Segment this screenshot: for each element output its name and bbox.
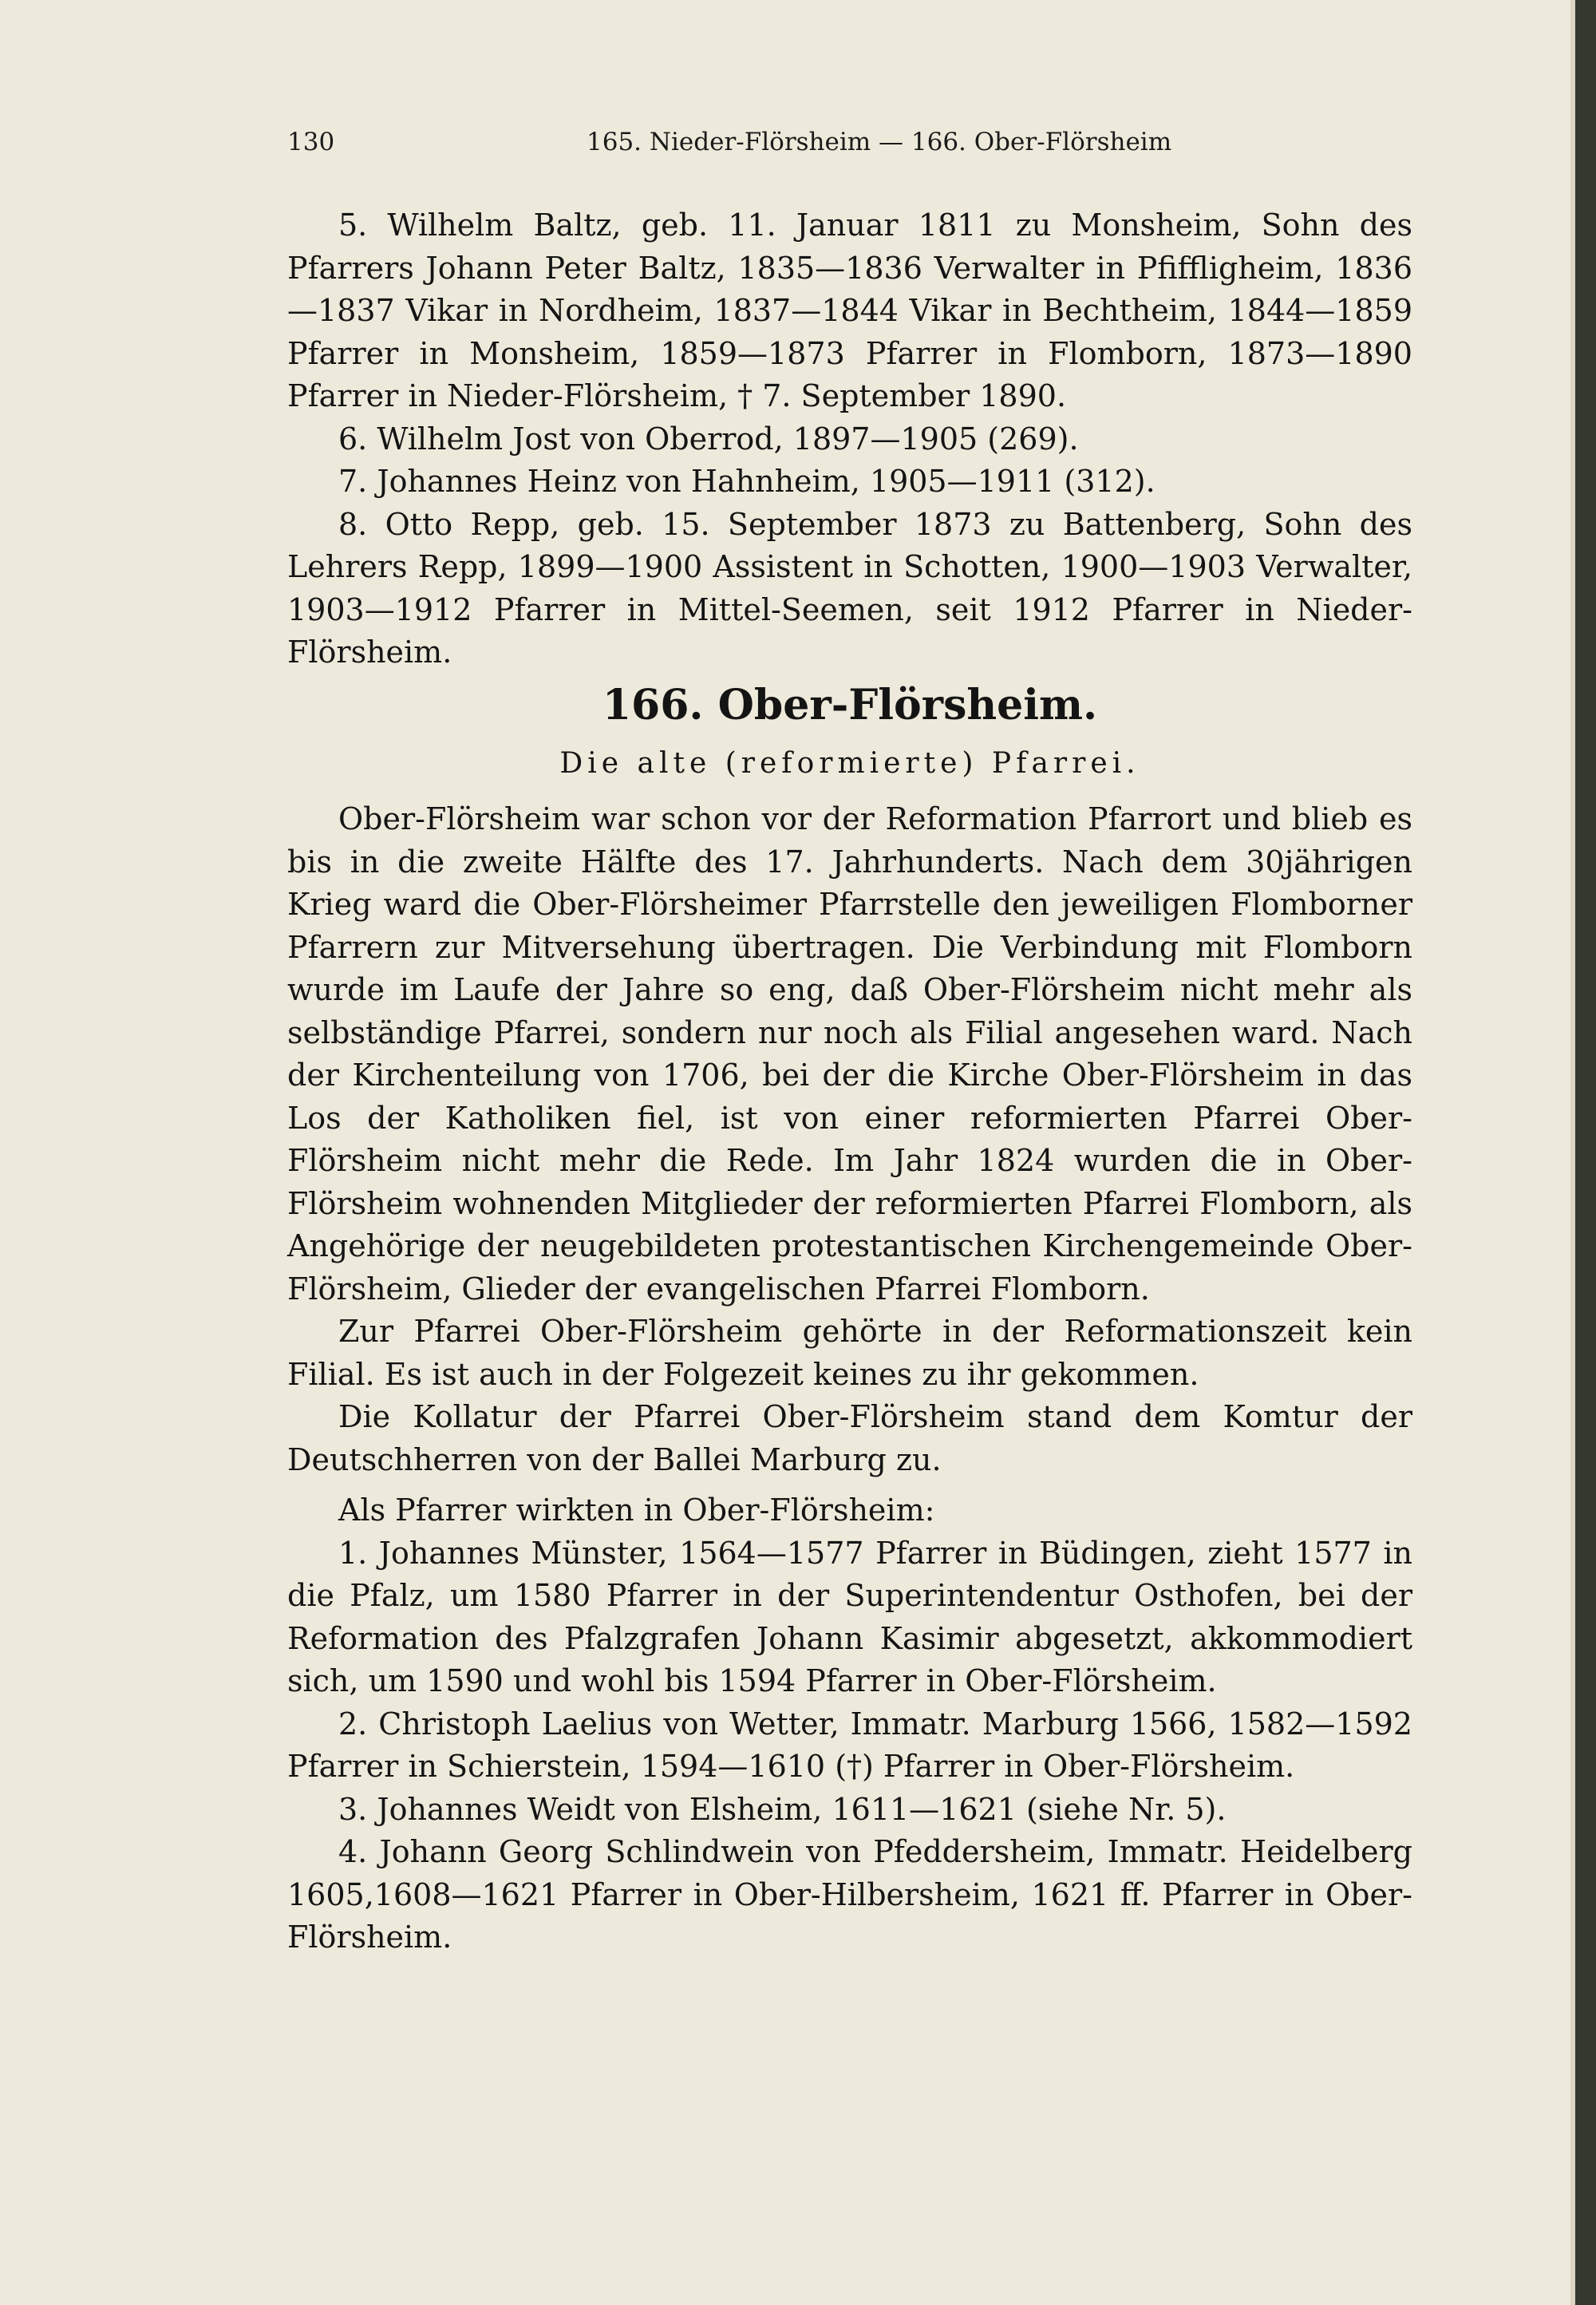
paragraph: Ober-Flörsheim war schon vor der Reformation Pfarrort und blieb es bis in die zweite Hälfte des 17. Jahrhunderts. Nach dem 30jährigen Krieg ward die Ober-Flörsheimer Pfarrstelle den jeweiligen Flomborner Pfarrern zur Mitversehung übertragen. Die Verbindung mit Flomborn wurde im Laufe der Jahre so eng, daß Ober-Flörsheim nicht mehr als selbständige Pfarrei, sondern nur noch als Filial angesehen ward. Nach der Kirchenteilung von 1706, bei der die Kirche Ober-Flörsheim in das Los der Katholiken fiel, ist von einer reformierten Pfarrei Ober-Flörsheim nicht mehr die Rede. Im Jahr 1824 wurden die in Ober-Flörsheim wohnenden Mitglieder der reformierten Pfarrei Flomborn, als Angehörige der neugebildeten protestantischen Kirchengemeinde Ober-Flörsheim, Glieder der evangelischen Pfarrei Flomborn. (287, 801, 1412, 1307)
list-item: 6. Wilhelm Jost von Oberrod, 1897—1905 (269). (338, 421, 1079, 457)
list-item: 8. Otto Repp, geb. 15. September 1873 zu Battenberg, Sohn des Lehrers Repp, 1899—1900 Assistent in Schotten, 1900—1903 Verwalter, 1903—1912 Pfarrer in Mittel-Seemen, seit 1912 Pfarrer in Nieder-Flörsheim. (287, 506, 1412, 670)
pastor-list-nieder-floersheim (287, 204, 1412, 674)
section-title: 166. Ober-Flörsheim. (602, 681, 1098, 729)
running-title: 165. Nieder-Flörsheim — 166. Ober-Flörsheim (587, 128, 1172, 156)
list-item: 3. Johannes Weidt von Elsheim, 1611—1621 (siehe Nr. 5). (338, 1791, 1227, 1827)
list-item: 2. Christoph Laelius von Wetter, Immatr. Marburg 1566, 1582—1592 Pfarrer in Schierstein, 1594—1610 (†) Pfarrer in Ober-Flörsheim. (287, 1706, 1412, 1784)
pastor-list-ober-floersheim (287, 1489, 1412, 1959)
list-item: 1. Johannes Münster, 1564—1577 Pfarrer in Büdingen, zieht 1577 in die Pfalz, um 1580 Pfarrer in der Superintendentur Osthofen, bei der Reformation des Pfalzgrafen Johann Kasimir abgesetzt, akkommodiert sich, um 1590 und wohl bis 1594 Pfarrer in Ober-Flörsheim. (287, 1535, 1412, 1698)
list-item: 4. Johann Georg Schlindwein von Pfeddersheim, Immatr. Heidelberg 1605,1608—1621 Pfarrer in Ober-Hilbersheim, 1621 ff. Pfarrer in Ober-Flörsheim. (287, 1834, 1412, 1955)
history-paragraphs (287, 798, 1412, 1481)
list-intro: Als Pfarrer wirkten in Ober-Flörsheim: (338, 1493, 935, 1528)
section-subtitle: Die alte (reformierte) Pfarrei. (559, 747, 1140, 780)
list-item: 5. Wilhelm Baltz, geb. 11. Januar 1811 zu Monsheim, Sohn des Pfarrers Johann Peter Baltz, 1835—1836 Verwalter in Pfiffligheim, 1836—1837 Vikar in Nordheim, 1837—1844 Vikar in Bechtheim, 1844—1859 Pfarrer in Monsheim, 1859—1873 Pfarrer in Flomborn, 1873—1890 Pfarrer in Nieder-Flörsheim, † 7. September 1890. (287, 208, 1412, 413)
paragraph: Die Kollatur der Pfarrei Ober-Flörsheim stand dem Komtur der Deutschherren von der Ballei Marburg zu. (287, 1399, 1412, 1477)
page-number: 130 (287, 128, 335, 156)
list-item: 7. Johannes Heinz von Hahnheim, 1905—1911 (312). (338, 464, 1156, 499)
paragraph: Zur Pfarrei Ober-Flörsheim gehörte in der Reformationszeit kein Filial. Es ist auch in der Folgezeit keines zu ihr gekommen. (287, 1314, 1412, 1392)
